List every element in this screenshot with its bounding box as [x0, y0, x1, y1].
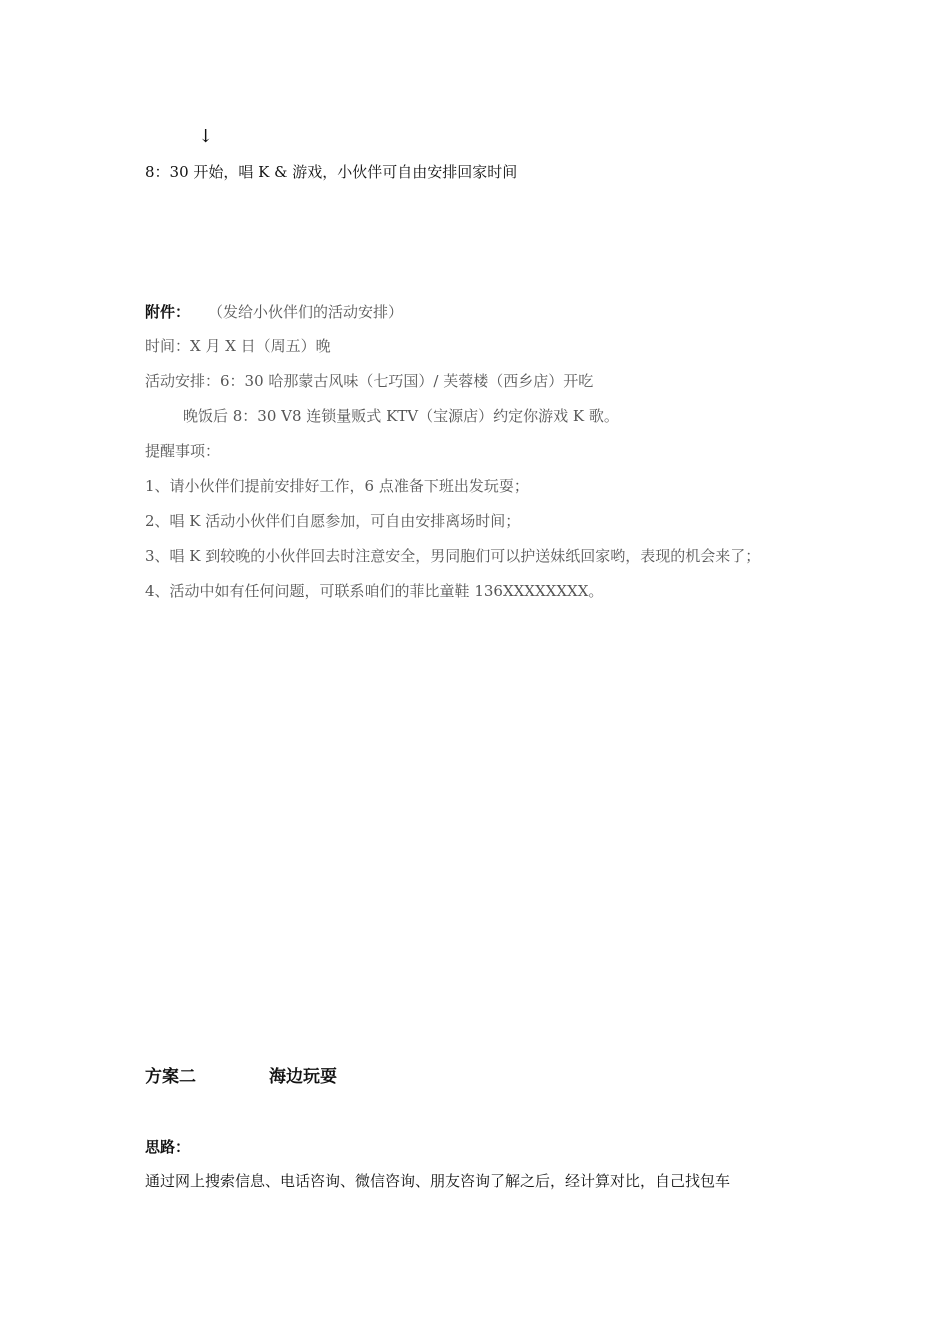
idea-label: 思路： — [145, 1138, 191, 1156]
reminder-item: 3、唱 K 到较晚的小伙伴回去时注意安全，男同胞们可以护送妹纸回家哟，表现的机会来了； — [145, 547, 761, 565]
schedule-step-line: 8：30 开始，唱 K & 游戏，小伙伴可自由安排回家时间 — [145, 163, 518, 181]
down-arrow-icon: ↓ — [198, 126, 214, 147]
reminder-item: 2、唱 K 活动小伙伴们自愿参加，可自由安排离场时间； — [145, 512, 521, 530]
attachment-time: 时间：X 月 X 日（周五）晚 — [145, 337, 331, 355]
attachment-schedule-1: 活动安排：6：30 哈那蒙古风味（七巧国）/ 芙蓉楼（西乡店）开吃 — [145, 372, 594, 390]
attachment-schedule-2: 晚饭后 8：30 V8 连锁量贩式 KTV（宝源店）约定你游戏 K 歌。 — [183, 407, 619, 425]
attachment-label: 附件： — [145, 303, 191, 321]
plan2-title: 海边玩耍 — [269, 1067, 337, 1087]
reminder-item: 4、活动中如有任何问题，可联系咱们的菲比童鞋 136XXXXXXXX。 — [145, 582, 604, 600]
plan2-label: 方案二 — [145, 1067, 196, 1087]
attachment-note: （发给小伙伴们的活动安排） — [208, 303, 404, 321]
reminder-item: 1、请小伙伴们提前安排好工作，6 点准备下班出发玩耍； — [145, 477, 529, 495]
reminders-title: 提醒事项： — [145, 442, 221, 460]
idea-text: 通过网上搜索信息、电话咨询、微信咨询、朋友咨询了解之后，经计算对比，自己找包车 — [145, 1172, 731, 1190]
attachment-heading — [145, 302, 403, 322]
